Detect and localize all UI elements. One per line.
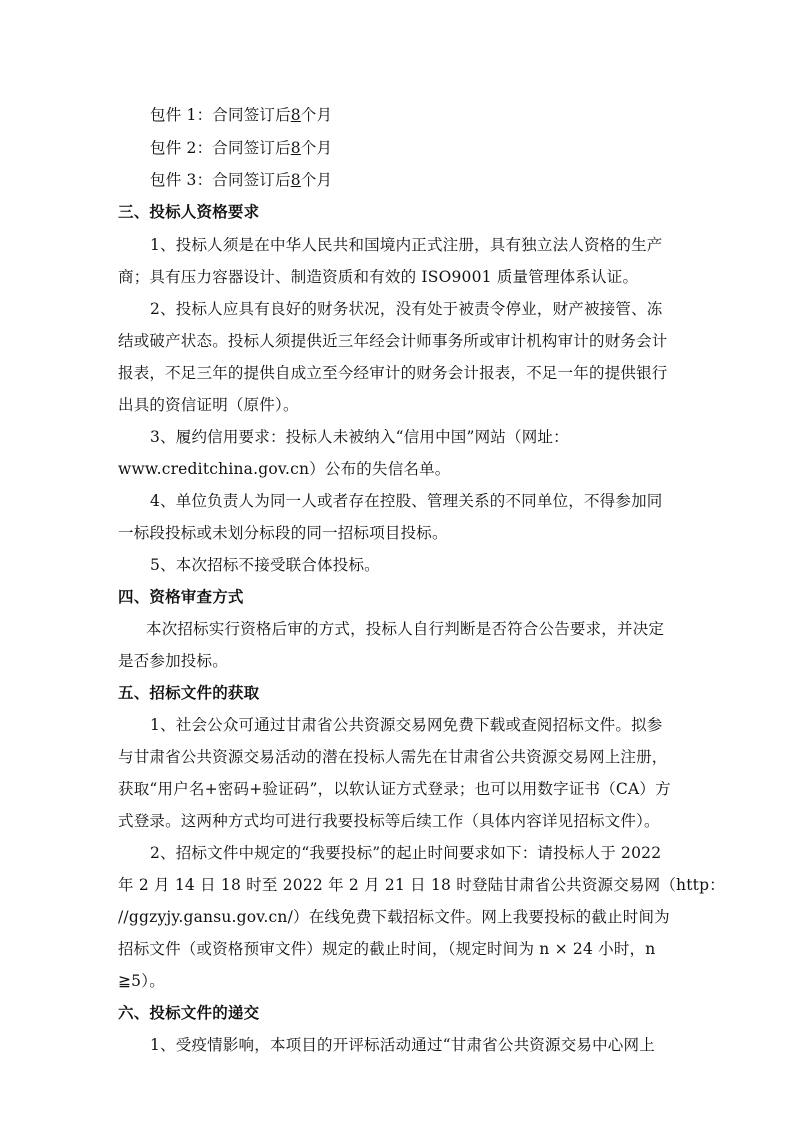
paragraph-line: 2、招标文件中规定的“我要投标”的起止时间要求如下：请投标人于 2022 — [150, 844, 662, 862]
paragraph-line: 1、投标人须是在中华人民共和国境内正式注册，具有独立法人资格的生产 — [150, 236, 663, 254]
paragraph-line: 是否参加投标。 — [118, 652, 228, 670]
paragraph-line: 本次招标实行资格后审的方式，投标人自行判断是否符合公告要求，并决定 — [146, 620, 665, 638]
paragraph-line: 1、社会公众可通过甘肃省公共资源交易网免费下载或查阅招标文件。拟参 — [150, 716, 663, 734]
section-5-heading: 五、招标文件的获取 — [118, 684, 260, 702]
paragraph-line: 一标段投标或未划分标段的同一招标项目投标。 — [118, 524, 448, 542]
paragraph-line: ≧5）。 — [118, 972, 165, 990]
paragraph-line: www.creditchina.gov.cn）公布的失信名单。 — [118, 460, 451, 478]
paragraph-line: 结或破产状态。投标人须提供近三年经会计师事务所或审计机构审计的财务会计 — [118, 332, 668, 350]
paragraph-line: 2、投标人应具有良好的财务状况，没有处于被责令停业，财产被接管、冻 — [150, 300, 663, 318]
paragraph-line: 4、单位负责人为同一人或者存在控股、管理关系的不同单位，不得参加同 — [150, 492, 663, 510]
paragraph-line: 招标文件（或资格预审文件）规定的截止时间，（规定时间为 n × 24 小时，n — [118, 940, 656, 958]
package-1-line: 包件 1：合同签订后8个月 — [150, 106, 333, 124]
paragraph-line: //ggzyjy.gansu.gov.cn/）在线免费下载招标文件。网上我要投标的截止时间为 — [118, 908, 670, 926]
package-2-line: 包件 2：合同签订后8个月 — [150, 139, 333, 157]
section-6-heading: 六、投标文件的递交 — [118, 1004, 260, 1022]
paragraph-line: 5、本次招标不接受联合体投标。 — [150, 556, 380, 574]
paragraph-line: 获取“用户名+密码+验证码”，以软认证方式登录；也可以用数字证书（CA）方 — [118, 780, 671, 798]
paragraph-line: 年 2 月 14 日 18 时至 2022 年 2 月 21 日 18 时登陆甘肃省公共资源交易网（http： — [118, 876, 725, 894]
paragraph-line: 与甘肃省公共资源交易活动的潜在投标人需先在甘肃省公共资源交易网上注册， — [118, 748, 668, 766]
paragraph-line: 商；具有压力容器设计、制造资质和有效的 ISO9001 质量管理体系认证。 — [118, 268, 639, 286]
section-3-heading: 三、投标人资格要求 — [118, 203, 260, 221]
package-3-line: 包件 3：合同签订后8个月 — [150, 171, 333, 189]
paragraph-line: 1、受疫情影响，本项目的开评标活动通过“甘肃省公共资源交易中心网上 — [150, 1036, 655, 1054]
paragraph-line: 3、履约信用要求：投标人未被纳入“信用中国”网站（网址： — [150, 428, 569, 446]
paragraph-line: 出具的资信证明（原件）。 — [118, 396, 299, 414]
paragraph-line: 式登录。这两种方式均可进行我要投标等后续工作（具体内容详见招标文件）。 — [118, 812, 660, 830]
section-4-heading: 四、资格审查方式 — [118, 588, 244, 606]
paragraph-line: 报表，不足三年的提供自成立至今经审计的财务会计报表，不足一年的提供银行 — [118, 364, 668, 382]
